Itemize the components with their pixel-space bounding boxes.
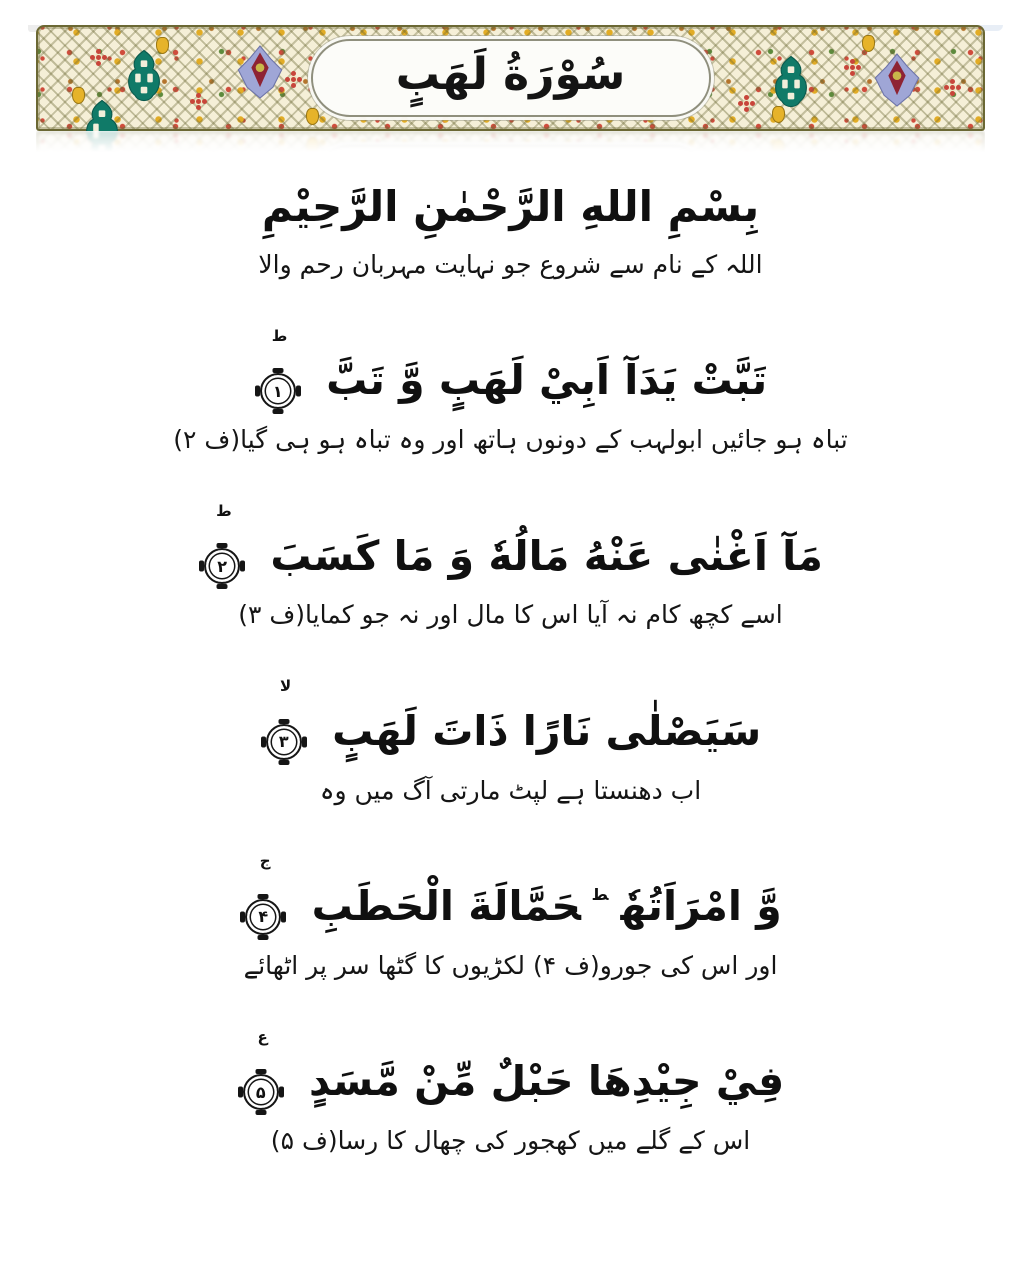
verse-arabic-text: تَبَّتْ يَدَآ اَبِيْ لَهَبٍ وَّ تَبَّ	[326, 356, 768, 405]
scripture-content	[0, 177, 1021, 1159]
verse-arabic-line	[0, 677, 1021, 764]
fruit-ornament	[862, 35, 875, 52]
verse-block	[0, 1026, 1021, 1159]
surah-title: سُوْرَةُ لَهَبٍ	[395, 49, 626, 100]
inline-stop-mark: ط	[592, 885, 609, 905]
bismillah-section	[0, 177, 1021, 283]
bismillah-urdu-translation: اللہ کے نام سے شروع جو نہایت مہربان رحم والا	[258, 249, 763, 279]
verse-arabic-line	[0, 1027, 1021, 1114]
quran-page	[0, 25, 1021, 1274]
verse-arabic-line	[0, 326, 1021, 413]
surah-title-cartouche	[311, 39, 711, 117]
verse-urdu-translation: اس کے گلے میں کھجور کی چھال کا رسا(ف ۵)	[270, 1125, 751, 1155]
teal-medallion-ornament	[769, 55, 813, 113]
teal-medallion-ornament	[80, 99, 124, 131]
fruit-ornament	[772, 106, 785, 123]
verse-urdu-translation: اور اس کی جورو(ف ۴) لکڑیوں کا گٹھا سر پر اٹھائے	[243, 950, 778, 980]
ayah-number-circle: ۴	[245, 899, 281, 935]
verse-list	[0, 325, 1021, 1159]
fruit-ornament	[306, 108, 319, 125]
verse-block	[0, 851, 1021, 984]
verse-urdu-translation: اب دھنستا ہے لپٹ مارتی آگ میں وہ	[319, 775, 702, 805]
flower-ornament	[950, 85, 955, 90]
ayah-number-circle: ۲	[204, 548, 240, 584]
flower-ornament	[96, 55, 101, 60]
lavender-palmette-ornament	[234, 43, 286, 101]
flower-ornament	[196, 99, 201, 104]
verse-arabic-text: مَآ اَغْنٰى عَنْهُ مَالُهٗ وَ مَا كَسَبَ	[270, 531, 823, 580]
verse-arabic-text: وَّ امْرَاَتُهٗ	[620, 882, 782, 931]
ayah-number-circle: ۵	[243, 1074, 279, 1110]
stop-mark: ع	[257, 1027, 268, 1046]
verse-urdu-translation: اسے کچھ کام نہ آیا اس کا مال اور نہ جو کمایا(ف ۳)	[238, 600, 783, 630]
ayah-number-circle: ۱	[260, 373, 296, 409]
ayah-end-marker	[260, 326, 296, 413]
verse-arabic-text: فِيْ جِيْدِهَا حَبْلٌ مِّنْ مَّسَدٍ	[309, 1057, 785, 1106]
flower-ornament	[850, 65, 855, 70]
fruit-ornament	[72, 87, 85, 104]
reflection-fade	[36, 131, 985, 155]
lavender-palmette-ornament	[871, 51, 923, 109]
stop-mark: ج	[259, 852, 271, 871]
ayah-end-marker	[245, 852, 281, 938]
ayah-number-circle: ۳	[266, 724, 302, 760]
verse-arabic-line	[0, 501, 1021, 589]
ornamental-header-band	[36, 25, 985, 131]
flower-ornament	[291, 77, 296, 82]
teal-medallion-ornament	[122, 49, 166, 107]
fruit-ornament	[156, 37, 169, 54]
verse-arabic-line	[0, 852, 1021, 939]
bismillah-arabic: بِسْمِ اللهِ الرَّحْمٰنِ الرَّحِيْمِ	[261, 182, 760, 231]
stop-mark: ط	[216, 501, 232, 520]
banner-art	[36, 25, 985, 131]
ayah-end-marker	[266, 677, 302, 763]
banner-reflection-zone	[36, 131, 985, 155]
verse-block	[0, 676, 1021, 809]
stop-mark: لا	[280, 677, 292, 696]
verse-arabic-text-continued: حَمَّالَةَ الْحَطَبِ	[311, 882, 581, 931]
verse-urdu-translation: تباہ ہو جائیں ابولہب کے دونوں ہاتھ اور وہ تباہ ہو ہی گیا(ف ۲)	[173, 425, 848, 455]
flower-ornament	[744, 101, 749, 106]
stop-mark: ط	[271, 326, 288, 345]
ayah-end-marker	[204, 501, 240, 588]
verse-arabic-text: سَيَصْلٰى نَارًا ذَاتَ لَهَبٍ	[332, 706, 762, 755]
verse-block	[0, 325, 1021, 458]
verse-block	[0, 501, 1021, 634]
ayah-end-marker	[243, 1027, 279, 1114]
